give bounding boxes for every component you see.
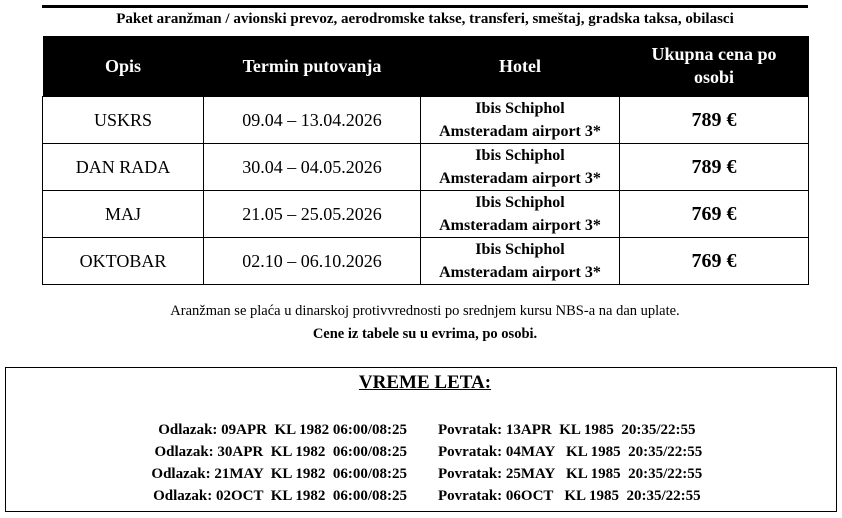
departure-line: Odlazak: 09APR KL 1982 06:00/08:25 bbox=[158, 422, 407, 438]
price-cell: 789 € bbox=[620, 97, 809, 144]
termin-cell: 21.05 – 25.05.2026 bbox=[204, 191, 421, 238]
opis-cell: USKRS bbox=[43, 97, 204, 144]
hotel-name: Ibis Schiphol bbox=[475, 241, 565, 258]
termin-cell: 02.10 – 06.10.2026 bbox=[204, 238, 421, 285]
return-line: Povratak: 13APR KL 1985 20:35/22:55 bbox=[438, 422, 696, 438]
return-line: Povratak: 25MAY KL 1985 20:35/22:55 bbox=[438, 466, 703, 482]
header-termin: Termin putovanja bbox=[204, 36, 421, 97]
hotel-name: Ibis Schiphol bbox=[475, 194, 565, 211]
price-cell: 789 € bbox=[620, 144, 809, 191]
price-table bbox=[42, 36, 809, 285]
top-rule bbox=[42, 5, 808, 8]
payment-note: Aranžman se plaća u dinarskoj protivvrednosti po srednjem kursu NBS-a na dan uplate. bbox=[170, 303, 680, 319]
hotel-name: Ibis Schiphol bbox=[475, 147, 565, 164]
hotel-location: Amsteradam airport 3* bbox=[439, 170, 601, 187]
header-opis: Opis bbox=[43, 36, 204, 97]
return-line: Povratak: 06OCT KL 1985 20:35/22:55 bbox=[438, 488, 701, 504]
hotel-cell bbox=[421, 144, 620, 191]
hotel-location: Amsteradam airport 3* bbox=[439, 123, 601, 140]
table-row bbox=[43, 97, 809, 144]
table-row bbox=[43, 144, 809, 191]
table-row bbox=[43, 238, 809, 285]
hotel-cell bbox=[421, 191, 620, 238]
header-cena: Ukupna cena po osobi bbox=[620, 36, 809, 97]
opis-cell: MAJ bbox=[43, 191, 204, 238]
termin-cell: 30.04 – 04.05.2026 bbox=[204, 144, 421, 191]
hotel-name: Ibis Schiphol bbox=[475, 100, 565, 117]
departure-line: Odlazak: 30APR KL 1982 06:00/08:25 bbox=[154, 444, 407, 460]
currency-note: Cene iz tabele su u evrima, po osobi. bbox=[312, 326, 538, 342]
header-hotel: Hotel bbox=[421, 36, 620, 97]
opis-cell: OKTOBAR bbox=[43, 238, 204, 285]
table-row bbox=[43, 191, 809, 238]
opis-cell: DAN RADA bbox=[43, 144, 204, 191]
return-line: Povratak: 04MAY KL 1985 20:35/22:55 bbox=[438, 444, 703, 460]
termin-cell: 09.04 – 13.04.2026 bbox=[204, 97, 421, 144]
departure-line: Odlazak: 02OCT KL 1982 06:00/08:25 bbox=[153, 488, 407, 504]
hotel-location: Amsteradam airport 3* bbox=[439, 217, 601, 234]
departure-line: Odlazak: 21MAY KL 1982 06:00/08:25 bbox=[151, 466, 407, 482]
price-cell: 769 € bbox=[620, 238, 809, 285]
hotel-cell bbox=[421, 238, 620, 285]
package-caption: Paket aranžman / avionski prevoz, aerodromske takse, transferi, smeštaj, gradska taksa, obilasci bbox=[116, 11, 734, 27]
hotel-cell bbox=[421, 97, 620, 144]
price-cell: 769 € bbox=[620, 191, 809, 238]
flight-times-title: VREME LETA: bbox=[358, 372, 492, 393]
hotel-location: Amsteradam airport 3* bbox=[439, 264, 601, 281]
